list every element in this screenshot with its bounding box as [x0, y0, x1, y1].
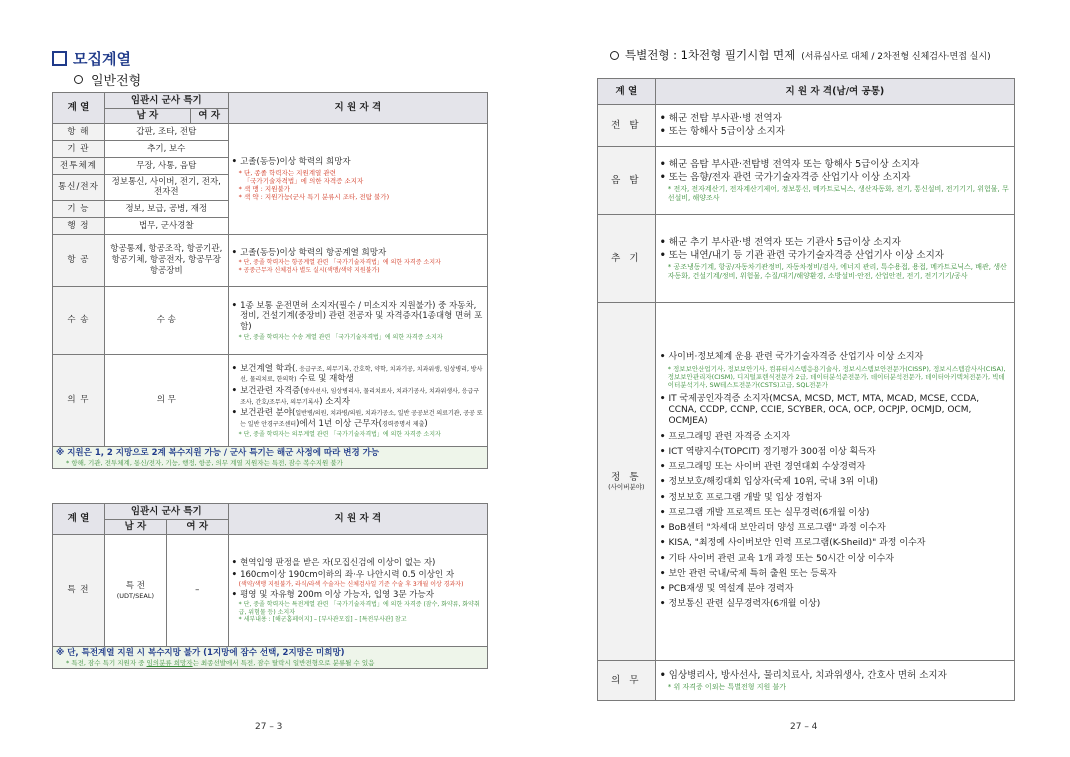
qualification-aviation: • 고졸(동등)이상 학력의 항공계열 희망자 * 단, 중졸 학력자는 항공계열 관련 「국가기술자격법」에 의한 자격증 소지자 * 공중근무자 신체검사 별도 실시(색맹/색약 지원불가) — [228, 234, 487, 286]
series-cell: 의 무 — [598, 661, 656, 701]
table1-note: ※ 지원은 1, 2 지망으로 2계 복수지원 가능 / 군사 특기는 해군 사정에 따라 변경 가능 * 항해, 기관, 전투체계, 통신/전자, 기능, 행정, 항공, 의무 계열 지원자는 특전, 잠수 복수지원 불가 — [53, 446, 488, 468]
qualification-uimu: • 임상병리사, 방사선사, 물리치료사, 치과위생사, 간호사 면허 소지자 * 위 자격증 이외는 특별전형 지원 불가 — [655, 661, 1014, 701]
series-cell: 행 정 — [53, 217, 105, 234]
specialty-cell: 의 무 — [104, 354, 228, 446]
qualification-transport: • 1종 보통 운전면허 소지자(필수 / 미소지자 지원불가) 중 자동차, 정비, 건설기계(중장비) 관련 전공자 및 자격증자(1종대형 면허 포함) * 단, 중졸 학력자는 수송 계열 관련 「국가기술자격법」에 의한 자격증 소지자 — [228, 286, 487, 354]
subsection-title: 일반전형 — [74, 70, 141, 89]
header-qualification: 지 원 자 격 — [228, 504, 487, 535]
series-cell: 전투체계 — [53, 157, 105, 174]
specialty-cell: 정보통신, 사이버, 전기, 전자, 전자전 — [104, 174, 228, 200]
qualification-medical: • 보건계열 학과(, 응급구조, 의무기록, 간호학, 약학, 치과기공, 치과위생, 임상병리, 방사선, 물리치료, 한의학) 수료 및 재학생 • 보건관련 자격증(방사선사, 임상병리사, 물리치료사, 치과기공사, 치과위생사, 응급구조사, 간호/조무사, 의무기록사) 소지자 • 보건관련 분야(일반병/의원, 치과병/의원, 치과기공소, 일반 공공보건 의료기관, 공공 또는 일반 안경구조센터)에서 1년 이상 근무자(경력증명서 제출) * 단, 중졸 학력자는 의무계열 관련 「국가기술자격법」에 의한 자격증 소지자 — [228, 354, 487, 446]
circle-bullet-icon — [74, 75, 83, 84]
specialty-cell: 정보, 보급, 공병, 재정 — [104, 200, 228, 217]
series-cell: 항 공 — [53, 234, 105, 286]
header-qualification: 지 원 자 격(남/여 공통) — [655, 79, 1014, 105]
series-cell: 기 관 — [53, 140, 105, 157]
qualification-chugi: • 해군 추기 부사관·병 전역자 또는 기관사 5급이상 소지자 • 또는 내연/내기 등 기관 관련 국가기술자격증 산업기사 이상 소지자 * 공조냉동기계, 항공/자동차기관정비, 자동차정비/검사, 에너지 관리, 특수용접, 용접, 메카트로닉스, 배관, 생산자동화, 건설기계/정비, 위험물, 수질/대기/해양환경, 소방설비·안전, 산업안전, 전기, 전기기기/공사 — [655, 215, 1014, 303]
page-number: 27 – 3 — [255, 722, 283, 732]
header-qualification: 지 원 자 격 — [228, 93, 487, 124]
square-bullet-icon — [52, 51, 67, 66]
header-female: 여 자 — [166, 520, 228, 535]
series-cell: 특 전 — [53, 534, 105, 646]
special-admission-title: 특별전형 : 1차전형 필기시험 면제 (서류심사로 대체 / 2차전형 신체검사·면접 실시) — [610, 47, 991, 63]
qualification-special: • 현역입영 판정을 받은 자(모집신검에 이상이 없는 자) • 160cm이상 190cm이하의 좌·우 나안시력 0.5 이상인 자 (색약/색맹 지원불가, 라식/라섹 수술자는 신체검사일 기준 수술 후 3개월 이상 경과자) • 평영 및 자유형 200m 이상 가능자, 입영 3문 가능자 * 단, 중졸 학력자는 특전계열 관련 「국가기술자격법」에 의한 자격증 (잠수, 화약류, 화약취급, 위험물 등) 소지자 * 세부내용 : [해군홈페이지] – [부사관모집] – [특전부사관] 참고 — [228, 534, 487, 646]
table2-note: ※ 단, 특전계열 지원 시 복수지망 불가 (1지망에 잠수 선택, 2지망은 미희망) * 특전, 잠수 특기 지원자 중 임의분류 희망자는 최종선발에서 특전, 잠수 탈락시 일반전형으로 분류될 수 있음 — [53, 646, 488, 668]
specialty-cell: 추기, 보수 — [104, 140, 228, 157]
header-male: 남 자 — [104, 109, 190, 124]
series-cell: 정 통 (사이버분야) — [598, 303, 656, 661]
header-specialty: 임관시 군사 특기 — [104, 93, 228, 109]
series-cell: 통신/전자 — [53, 174, 105, 200]
qualification-eumtam: • 해군 음탐 부사관·전탐병 전역자 또는 항해사 5급이상 소지자 • 또는 음향/전자 관련 국가기술자격증 산업기사 이상 소지자 * 전자, 전자계산기, 전자계산기제어, 정보통신, 메카트로닉스, 생산자동화, 전기, 통신설비, 전기기기, 위험물, 무선설비, 해양조사 — [655, 147, 1014, 215]
header-female: 여 자 — [190, 109, 228, 124]
series-cell: 항 해 — [53, 123, 105, 140]
specialty-cell: 무장, 사통, 음탐 — [104, 157, 228, 174]
header-series: 계 열 — [53, 93, 105, 124]
specialty-cell: 수 송 — [104, 286, 228, 354]
series-cell: 수 송 — [53, 286, 105, 354]
special-forces-table — [52, 503, 488, 669]
specialty-cell: 법무, 군사경찰 — [104, 217, 228, 234]
qualification-general: • 고졸(동등)이상 학력의 희망자 * 단, 종졸 학력자는 지원계열 관련 「국가기술자격법」에 의한 자격증 소지자 * 색 맹 : 지원불가 * 색 약 : 지원가능(군사 특기 분류시 조타, 전탐 불가) — [228, 123, 487, 234]
qualification-jeontam: • 해군 전탐 부사관·병 전역자 • 또는 항해사 5급이상 소지자 — [655, 105, 1014, 147]
header-specialty: 임관시 군사 특기 — [104, 504, 228, 520]
series-cell: 음 탐 — [598, 147, 656, 215]
female-specialty-cell: – — [166, 534, 228, 646]
circle-bullet-icon — [610, 51, 619, 60]
general-table — [52, 92, 488, 469]
male-specialty-cell: 특 전 (UDT/SEAL) — [104, 534, 166, 646]
special-admission-table — [597, 78, 1015, 701]
series-cell: 기 능 — [53, 200, 105, 217]
header-series: 계 열 — [598, 79, 656, 105]
header-series: 계 열 — [53, 504, 105, 535]
qualification-jeongtong: • 사이버·정보체계 운용 관련 국가기술자격증 산업기사 이상 소지자 * 정보보안산업기사, 정보보안기사, 컴퓨터시스템응용기술사, 정보시스템보안전문가(CISSP), 정보시스템감사사(CISA), 정보보안관리자(CISM), 디지털포렌식전문가 2급, 데이터분석준전문가, 데이터분석전문가, 데이터아키텍처전문가, 빅데이터분석기사, SW테스트전문가(CSTS)고급, SQL전문가 • IT 국제공인자격증 소지자(MCSA, MCSD, MCT, MTA, MCAD, MCSE, CCDA, CCNA, CCDP, CCNP, CCIE, SCYBER, OCA, OCP, OCPJP, OCMJD, OCM, OCMJEA) • 프로그래밍 관련 자격증 소지자 • ICT 역량지수(TOPCIT) 정기평가 300점 이상 획득자 • 프로그래밍 또는 사이버 관련 경연대회 수상경력자 • 정보보호/해킹대회 입상자(국제 10위, 국내 3위 이내) • 정보보호 프로그램 개발 및 입상 경험자 • 프로그램 개발 프로젝트 또는 실무경력(6개월 이상) • BoB센터 "차세대 보안리더 양성 프로그램" 과정 이수자 • KISA, "최정예 사이버보안 인력 프로그램(K-Sheild)" 과정 이수자 • 기타 사이버 관련 교육 1개 과정 또는 50시간 이상 이수자 • 보안 관련 국내/국제 특허 출원 또는 등록자 • PCB재생 및 역설계 분야 경력자 • 정보통신 관련 실무경력자(6개월 이상) — [655, 303, 1014, 661]
series-cell: 의 무 — [53, 354, 105, 446]
series-cell: 전 탐 — [598, 105, 656, 147]
series-cell: 추 기 — [598, 215, 656, 303]
page-number: 27 – 4 — [790, 722, 818, 732]
specialty-cell: 갑판, 조타, 전탐 — [104, 123, 228, 140]
specialty-cell: 항공통제, 항공조작, 항공기관, 항공기체, 항공전자, 항공무장 항공장비 — [104, 234, 228, 286]
section-title: 모집계열 — [52, 48, 131, 69]
header-male: 남 자 — [104, 520, 166, 535]
